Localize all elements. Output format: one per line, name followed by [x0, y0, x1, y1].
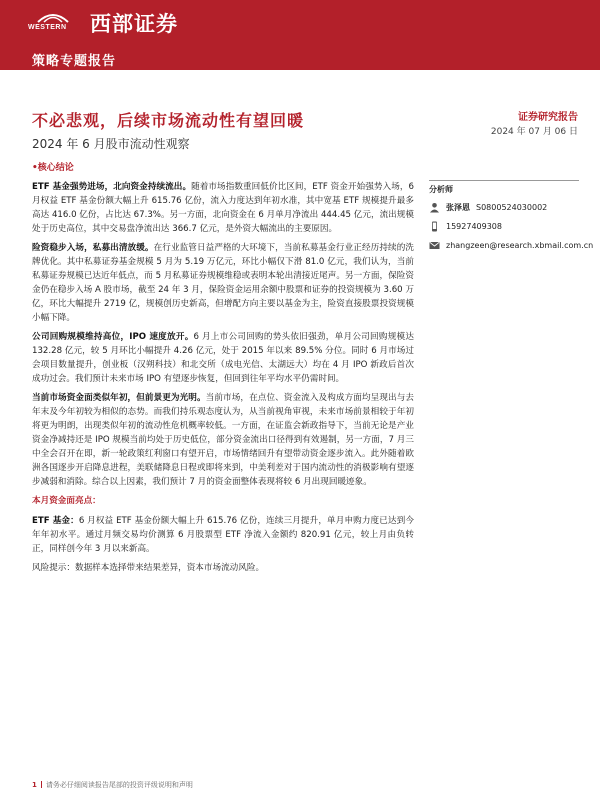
report-type: 策略专题报告 [32, 54, 117, 69]
header-band [0, 0, 600, 70]
analyst-license: S0800524030002 [476, 202, 548, 212]
analyst-label: 分析师 [429, 185, 453, 194]
page-subtitle: 2024 年 6 月股市流动性观察 [32, 137, 190, 151]
risk-warning: 风险提示：数据样本选择带来结果差异，资本市场流动风险。 [32, 563, 265, 573]
page-number: 1 [32, 781, 37, 789]
paragraph-outlook [32, 391, 414, 489]
paragraph-lead: 当前市场资金面类似年初，但前景更为光明。 [32, 393, 206, 403]
analyst-email-row [429, 238, 593, 252]
phone-icon [429, 221, 440, 232]
report-date: 2024 年 07 月 06 日 [490, 127, 578, 137]
page-footer [32, 780, 193, 790]
logo-emblem-icon [36, 10, 70, 24]
paragraph-etf [32, 180, 414, 236]
paragraph-lead: 公司回购规模维持高位，IPO 速度放开。 [32, 332, 194, 342]
research-label: 证券研究报告 [518, 112, 578, 123]
paragraph-text: 6 月权益 ETF 基金份额大幅上升 615.76 亿份，连续三月提升，单月申购力度已达到今年年初水平。通过月频交易均价测算 6 月股票型 ETF 净流入金额约 820.91 亿元，较上月由负转正，同样创今年 3 月以来新高。 [32, 516, 414, 554]
footer-divider [41, 781, 42, 788]
paragraph-text: 当前市场，在点位、资金流入及构成方面均呈现出与去年末及今年初较为相似的态势。而我们持乐观态度认为，从当前视角审视，未来市场前景相较于年初将更为明朗，出现类似年初的流动性危机概率较低。一方面，在证监会新政指导下，当前无论是产业资金净减持还是 IPO 规模当前均处于历史低位，部分资金流出口径得到有效遏制，另一方面，7 月三中全会召开在即，新一轮政策红利窗口有望开启，市场情绪回升有望带动资金逐步流入。此外随着欧洲各国逐步开启降息进程，美联储降息日程或即将来到，中美利差对于国内流动性的消极影响有望逐步减弱和消除。综合以上因素，我们预计 7 月的资金面整体表现将较 6 月出现回暖迹象。 [32, 393, 414, 487]
divider [429, 180, 579, 181]
person-icon [429, 202, 440, 213]
analyst-name: 张泽恩 [446, 202, 470, 212]
email-icon [429, 240, 440, 251]
paragraph-lead: 险资稳步入场，私募出清放缓。 [32, 243, 154, 253]
footer-disclaimer: 请务必仔细阅读报告尾部的投资评级说明和声明 [45, 781, 193, 789]
analyst-email[interactable]: zhangzeen@research.xbmail.com.cn [446, 240, 594, 250]
paragraph-lead: ETF 基金强势进场，北向资金持续流出。 [32, 182, 192, 192]
analyst-phone-row [429, 219, 502, 233]
paragraph-insurance [32, 241, 414, 325]
analyst-phone: 15927409308 [446, 221, 502, 231]
company-logo [28, 8, 188, 42]
main-body [32, 180, 414, 580]
paragraph-lead: ETF 基金： [32, 516, 79, 526]
monthly-highlights-heading: 本月资金面亮点： [32, 496, 101, 506]
page-title: 不必悲观，后续市场流动性有望回暖 [32, 111, 305, 130]
paragraph-text: 随着市场指数重回低价比区间，ETF 资金开始强势入场，6 月权益 ETF 基金份额大幅上升 615.76 亿份，流入力度达到年初水准，其中宽基 ETF 规模提升最多高达 416.0 亿份，占比达 67.3%。另一方面，北向资金在 6 月单月净流出 444.45 亿元，流出规模处于历史高位，其中交易盘净流出达 366.7 亿元，是外资大幅流出的主要原因。 [32, 182, 414, 234]
paragraph-text: 在行业监管日益严格的大环境下，当前私募基金行业正经历持续的洗牌优化。其中私募证券基金规模 5 月为 5.19 万亿元，环比小幅仅下滑 81.0 亿元，我们认为，当前私募证券规模已达近年低点，而 5 月私募证券规模维稳或表明本轮出清接近尾声。另一方面，保险资金仍在稳步入场 A 股市场，截至 24 年 3 月，保险资金运用余额中股票和证券的投资规模为 3.60 万亿，环比大幅提升 2719 亿，规模创历史新高，但增配方向主要以基金为主，险资直接股票投资规模小幅下降。 [32, 243, 414, 323]
paragraph-text: 6 月上市公司回购的势头依旧强劲，单月公司回购规模达 132.28 亿元，较 5 月环比小幅提升 4.26 亿元，处于 2015 年以来 89.5% 分位。同时 6 月市场过会项目数量提升，创业板（汉朔科技）和北交所（成电光信、太湖远大）均在 4 月 IPO 新政后首次成功过会。我们预计未来市场 IPO 有望逐步恢复，但回到往年平均水平仍需时间。 [32, 332, 414, 384]
paragraph-monthly-etf [32, 514, 414, 556]
logo-text-cn: 西部证券 [90, 12, 178, 36]
analyst-name-row [429, 200, 547, 214]
core-conclusion-label: •核心结论 [32, 163, 74, 173]
logo-text-en: WESTERN [28, 24, 67, 31]
paragraph-buyback [32, 330, 414, 386]
